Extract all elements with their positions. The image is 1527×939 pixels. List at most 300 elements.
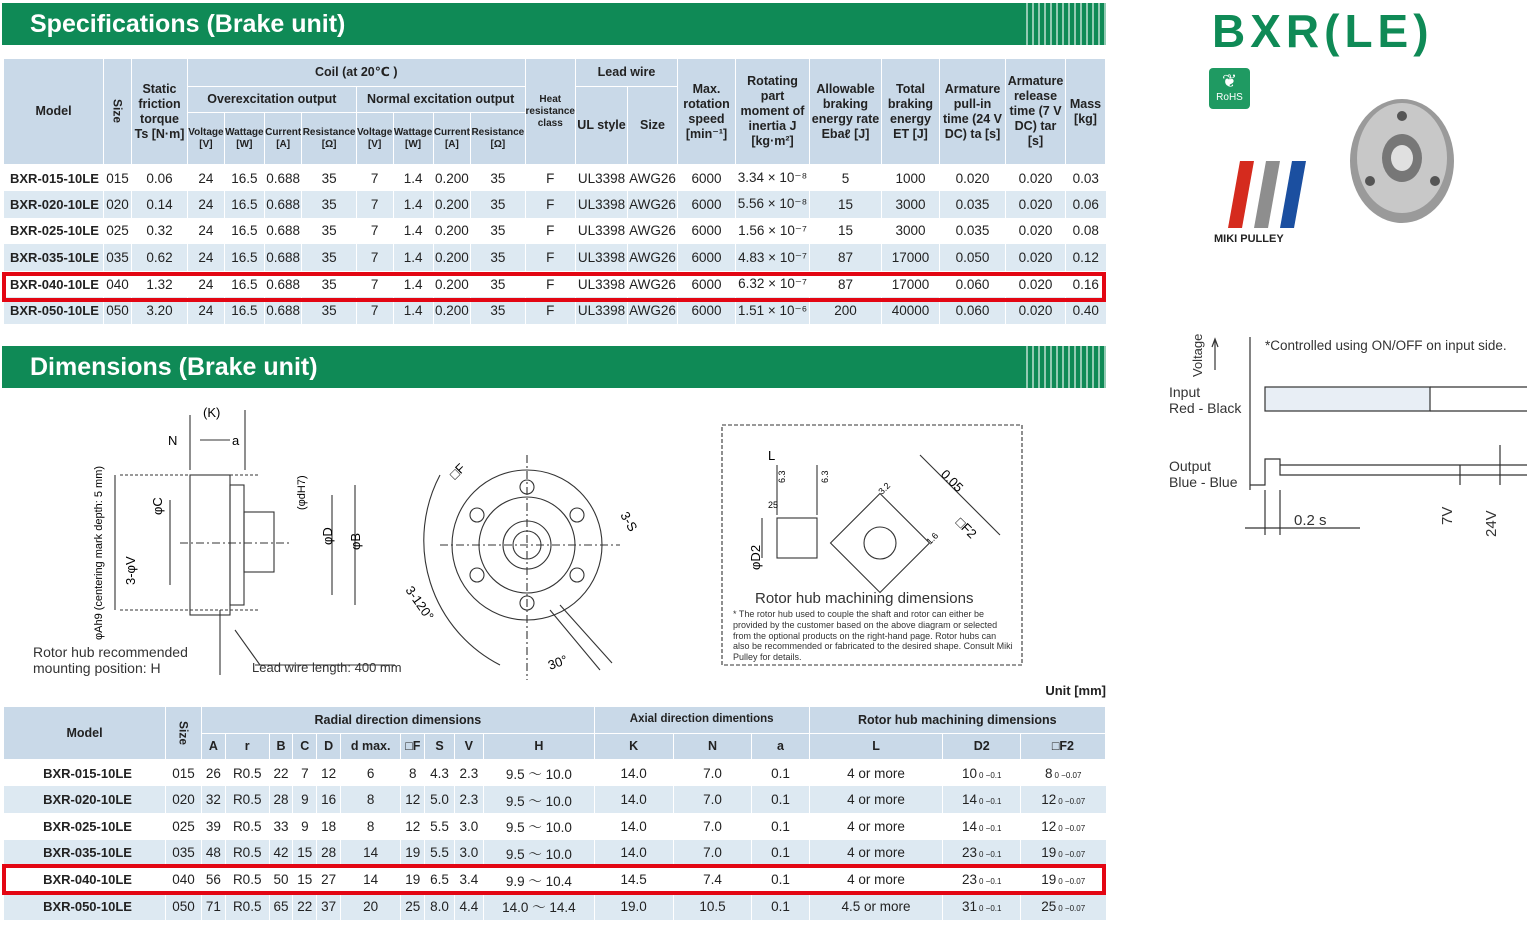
spec-model-cell: BXR-050-10LE (4, 297, 104, 324)
dim-cell: 9 (293, 786, 317, 813)
spec-cell: F (525, 165, 575, 192)
v-low-label: 7V (1439, 506, 1456, 525)
dim-cell: 025 (166, 813, 202, 840)
spec-cell: F (525, 191, 575, 218)
brake-photo (1345, 86, 1460, 226)
label-phic: φC (150, 497, 165, 515)
dim-cell: 020 (166, 786, 202, 813)
label-3-120: 3-120° (402, 583, 437, 624)
tolerance: 0 −0.07 (1058, 877, 1086, 887)
spec-cell: 6000 (678, 165, 736, 192)
spec-cell: AWG26 (628, 191, 678, 218)
dim-col-header: K (594, 734, 673, 760)
spec-cell: 35 (471, 297, 525, 324)
spec-cell: 0.020 (1006, 297, 1066, 324)
spec-h-volt1: Voltage [V] (188, 113, 225, 165)
spec-cell: 1.4 (393, 244, 433, 271)
dim-cell: 0.1 (752, 893, 809, 920)
dim-value: 23 (961, 872, 977, 888)
dim-col-header: S (425, 734, 454, 760)
spec-cell: AWG26 (628, 297, 678, 324)
spec-cell: 35 (471, 218, 525, 245)
dim-value: 14 (961, 792, 977, 808)
spec-cell: 0.060 (940, 271, 1006, 298)
rohs-label: RoHS (1216, 92, 1243, 103)
mount-note-line2: mounting position: H (33, 660, 161, 676)
spec-h-overex: Overexcitation output (188, 87, 357, 113)
dim-cell: 7.0 (673, 760, 752, 787)
spec-cell: 0.14 (132, 191, 188, 218)
dim-col-header: C (293, 734, 317, 760)
spec-cell: 0.020 (1006, 165, 1066, 192)
spec-cell: UL3398 (576, 218, 628, 245)
output-label: Output (1169, 458, 1212, 474)
spec-h-ul: UL style (576, 87, 628, 165)
spec-model-cell: BXR-040-10LE (4, 271, 104, 298)
spec-cell: 1.4 (393, 191, 433, 218)
dim-cell: 37 (317, 893, 341, 920)
label-phib: φB (348, 532, 363, 550)
spec-cell: AWG26 (628, 165, 678, 192)
dim-cell (1020, 813, 1105, 840)
banner-stripes (1026, 346, 1106, 388)
spec-cell: 0.688 (264, 297, 302, 324)
spec-cell: 5 (810, 165, 882, 192)
tolerance: 0 −0.1 (978, 823, 1002, 833)
label-a: a (232, 433, 240, 448)
dim-title: Dimensions (Brake unit) (30, 353, 318, 381)
spec-row (4, 191, 1106, 218)
dim-cell: 15 (293, 840, 317, 867)
spec-cell: 0.200 (433, 297, 471, 324)
dim-row (4, 893, 1106, 920)
spec-h-res2: Resistance [Ω] (471, 113, 525, 165)
dim-cell: 0.1 (752, 840, 809, 867)
label-k: (K) (203, 405, 221, 420)
spec-cell: 35 (471, 191, 525, 218)
spec-cell: 0.12 (1066, 244, 1106, 271)
spec-cell: 6000 (678, 191, 736, 218)
spec-cell: 1.4 (393, 165, 433, 192)
spec-h-curr1: Current [A] (264, 113, 302, 165)
spec-h-pullin: Armature pull-in time (24 V DC) ta [s] (940, 59, 1006, 165)
spec-h-watt1: Wattage [W] (224, 113, 264, 165)
dim-cell: 4 or more (809, 760, 943, 787)
dim-cell: 22 (293, 893, 317, 920)
dim-cell: 4.4 (454, 893, 483, 920)
spec-cell: AWG26 (628, 244, 678, 271)
spec-cell: 35 (302, 244, 356, 271)
dim-cell (943, 813, 1020, 840)
mount-note-line1: Rotor hub recommended (33, 644, 188, 660)
dim-col-header: H (484, 734, 595, 760)
dim-cell: 035 (166, 840, 202, 867)
dim-cell: 0.1 (752, 786, 809, 813)
dim-cell: 56 (202, 866, 226, 893)
dim-col-header: D (317, 734, 341, 760)
tolerance: 0 −0.1 (978, 770, 1002, 780)
dim-value: 19 (1041, 872, 1057, 888)
spec-cell: 035 (104, 244, 132, 271)
spec-cell: F (525, 271, 575, 298)
dim-cell: 33 (269, 813, 293, 840)
miki-logo (1212, 156, 1322, 246)
label-30: 30° (545, 651, 570, 673)
spec-h-normal: Normal excitation output (356, 87, 525, 113)
dim-cell: 14.0 ～ 14.4 (484, 893, 595, 920)
dim-cell: 4 or more (809, 866, 943, 893)
spec-h-watt2: Wattage [W] (393, 113, 433, 165)
banner-stripes (1026, 3, 1106, 45)
spec-cell: 0.050 (940, 244, 1006, 271)
dim-cell: 9.5 ～ 10.0 (484, 786, 595, 813)
dim-cell: 5.5 (425, 840, 454, 867)
dim-cell: 12 (401, 813, 425, 840)
dim-cell: 8 (341, 786, 401, 813)
spec-cell: AWG26 (628, 218, 678, 245)
dim-h-rotor: Rotor hub machining dimensions (809, 707, 1105, 734)
spec-h-coil: Coil (at 20℃ ) (188, 59, 526, 87)
tolerance: 0 −0.07 (1058, 823, 1086, 833)
maker-name: MIKI PULLEY (1214, 233, 1284, 245)
label-phid2: φD2 (748, 544, 763, 570)
rotor-note: * The rotor hub used to couple the shaft and rotor can either be provided by the customer based on the above diagram or selected from the optional products on the right-hand page. Rotor hubs can also be recommended or fabricated to the desired shape. Consult Miki Pulley for details. (733, 609, 1013, 663)
input-pulse (1265, 387, 1430, 411)
tolerance: 0 −0.1 (978, 877, 1002, 887)
dim-cell: 8.0 (425, 893, 454, 920)
tolerance: 0 −0.07 (1058, 850, 1086, 860)
spec-cell: 7 (356, 191, 393, 218)
dim-col-header: L (809, 734, 943, 760)
dim-cell: 7.0 (673, 840, 752, 867)
spec-cell: 6000 (678, 218, 736, 245)
label-f: □F (446, 460, 469, 483)
dim-value: 31 (961, 898, 977, 914)
dim-cell: 015 (166, 760, 202, 787)
spec-cell: 16.5 (224, 244, 264, 271)
dim-cell: R0.5 (225, 893, 269, 920)
spec-cell: 35 (302, 191, 356, 218)
spec-h-volt2: Voltage [V] (356, 113, 393, 165)
spec-cell: 3000 (882, 218, 940, 245)
dim-cell: 7.4 (673, 866, 752, 893)
dim-model-cell: BXR-015-10LE (4, 760, 166, 787)
spec-cell: F (525, 297, 575, 324)
spec-h-maxrot: Max. rotation speed [min⁻¹] (678, 59, 736, 165)
spec-cell: 0.200 (433, 218, 471, 245)
dim-value: 12 (1041, 792, 1057, 808)
dim-value: 10 (961, 765, 977, 781)
tolerance: 0 −0.1 (978, 850, 1002, 860)
dim-cell: 3.0 (454, 840, 483, 867)
spec-cell: 7 (356, 271, 393, 298)
spec-cell: 0.08 (1066, 218, 1106, 245)
dim-col-header: d max. (341, 734, 401, 760)
dim-h-model: Model (4, 707, 166, 760)
logo-red-bar (1228, 161, 1254, 228)
dim-cell: 28 (317, 840, 341, 867)
dim-cell: 15 (293, 866, 317, 893)
spec-cell: UL3398 (576, 244, 628, 271)
brake-body-side (190, 475, 230, 615)
label-phidh: (φdH7) (296, 475, 308, 510)
dim-cell: 2.3 (454, 786, 483, 813)
spec-title: Specifications (Brake unit) (30, 10, 346, 38)
dim-cell: 42 (269, 840, 293, 867)
dim-cell: 0.1 (752, 866, 809, 893)
dim-cell (1020, 786, 1105, 813)
spec-cell: 3000 (882, 191, 940, 218)
dim-cell: 8 (401, 760, 425, 787)
spec-h-lsize: Size (628, 87, 678, 165)
tolerance: 0 −0.07 (1054, 770, 1082, 780)
spec-cell: 1000 (882, 165, 940, 192)
rotor-title: Rotor hub machining dimensions (755, 590, 974, 607)
spec-cell: 17000 (882, 244, 940, 271)
dim-cell: 4 or more (809, 786, 943, 813)
spec-cell: 24 (188, 191, 225, 218)
dim-cell: 27 (317, 866, 341, 893)
spec-banner (2, 3, 1106, 45)
spec-cell: 020 (104, 191, 132, 218)
dim-cell: 19 (401, 840, 425, 867)
spec-cell: 0.688 (264, 191, 302, 218)
spec-h-lead: Lead wire (576, 59, 678, 87)
spec-cell: F (525, 244, 575, 271)
output-wires: Blue - Blue (1169, 474, 1238, 490)
spec-row (4, 218, 1106, 245)
mount-note (33, 644, 188, 676)
spec-cell: UL3398 (576, 297, 628, 324)
label-n: N (168, 433, 178, 448)
spec-cell: UL3398 (576, 165, 628, 192)
dim-row (4, 840, 1106, 867)
dim-cell: 28 (269, 786, 293, 813)
dim-cell: 14.0 (594, 760, 673, 787)
spec-model-cell: BXR-015-10LE (4, 165, 104, 192)
spec-h-model: Model (4, 59, 104, 165)
dim-cell (1020, 760, 1105, 787)
spec-cell: 200 (810, 297, 882, 324)
dim-cell: 20 (341, 893, 401, 920)
spec-cell: 24 (188, 165, 225, 192)
spec-cell: 35 (471, 165, 525, 192)
dim-cell: 25 (401, 893, 425, 920)
dim-cell: 5.0 (425, 786, 454, 813)
spec-h-torque: Static friction torque Ts [N·m] (132, 59, 188, 165)
spec-cell: 4.83 × 10⁻⁷ (736, 244, 810, 271)
spec-cell: 1.4 (393, 297, 433, 324)
dim-cell: 71 (202, 893, 226, 920)
dim-body (4, 760, 1106, 920)
spec-cell: 7 (356, 218, 393, 245)
dim-cell: 0.1 (752, 813, 809, 840)
spec-cell: 0.06 (1066, 191, 1106, 218)
dim-cell: 22 (269, 760, 293, 787)
dim-cell: 3.0 (454, 813, 483, 840)
spec-cell: 35 (471, 271, 525, 298)
spec-cell: 025 (104, 218, 132, 245)
spec-cell: 0.035 (940, 191, 1006, 218)
dim-cell: 39 (202, 813, 226, 840)
center-note: φAh9 (centering mark depth: 5 mm) (93, 465, 105, 640)
dim-cell (1020, 840, 1105, 867)
dim-col-header: □F2 (1020, 734, 1105, 760)
dim-cell: 14.0 (594, 786, 673, 813)
spec-cell: 0.200 (433, 244, 471, 271)
dim-cell: 6.5 (425, 866, 454, 893)
spec-cell: UL3398 (576, 271, 628, 298)
dim-cell: R0.5 (225, 840, 269, 867)
spec-h-curr2: Current [A] (433, 113, 471, 165)
spec-cell: 0.020 (1006, 271, 1066, 298)
dim-cell: R0.5 (225, 866, 269, 893)
spec-h-mass: Mass [kg] (1066, 59, 1106, 165)
spec-cell: 0.020 (1006, 218, 1066, 245)
dim-cell: 48 (202, 840, 226, 867)
dim-model-cell: BXR-035-10LE (4, 840, 166, 867)
spec-cell: 0.16 (1066, 271, 1106, 298)
logo-blue-bar (1280, 161, 1306, 228)
dim-cell: 4 or more (809, 813, 943, 840)
spec-cell: 040 (104, 271, 132, 298)
dim-cell: R0.5 (225, 813, 269, 840)
dim-row (4, 760, 1106, 787)
spec-cell: 35 (471, 244, 525, 271)
spec-h-heat: Heat resistance class (525, 59, 575, 165)
logo-gray-bar (1254, 161, 1280, 228)
dim-value: 19 (1041, 845, 1057, 861)
spec-cell: 16.5 (224, 271, 264, 298)
dim-highlight (2, 864, 1106, 895)
spec-cell: 0.020 (1006, 191, 1066, 218)
tolerance: 0 −0.1 (978, 797, 1002, 807)
dim-col-header: V (454, 734, 483, 760)
spec-cell: 35 (302, 218, 356, 245)
rohs-badge (1209, 68, 1250, 109)
spec-cell: 0.62 (132, 244, 188, 271)
spec-cell: 0.060 (940, 297, 1006, 324)
dim-cell: 3.4 (454, 866, 483, 893)
dim-value: 25 (1041, 898, 1057, 914)
spec-cell: 0.200 (433, 191, 471, 218)
dim-cell: 8 (341, 813, 401, 840)
lead-note: Lead wire length: 400 mm (252, 660, 402, 675)
dim-cell: 7 (293, 760, 317, 787)
spec-cell: 24 (188, 297, 225, 324)
spec-cell: 24 (188, 218, 225, 245)
dim-cell: 14.0 (594, 813, 673, 840)
spec-row (4, 244, 1106, 271)
dim-h-size: Size (166, 707, 202, 760)
dim-cell: 9.5 ～ 10.0 (484, 840, 595, 867)
dim-cell: 26 (202, 760, 226, 787)
dim-value: 12 (1041, 818, 1057, 834)
spec-h-total: Total braking energy ET [J] (882, 59, 940, 165)
spec-cell: 16.5 (224, 191, 264, 218)
spec-cell: 5.56 × 10⁻⁸ (736, 191, 810, 218)
dim-model-cell: BXR-050-10LE (4, 893, 166, 920)
input-wires: Red - Black (1169, 400, 1242, 416)
dim-col-header: r (225, 734, 269, 760)
spec-cell: 0.200 (433, 271, 471, 298)
dim-cell (1020, 893, 1105, 920)
spec-cell: 1.56 × 10⁻⁷ (736, 218, 810, 245)
dim-cell: 7.0 (673, 813, 752, 840)
spec-cell: 1.51 × 10⁻⁶ (736, 297, 810, 324)
spec-cell: 24 (188, 244, 225, 271)
label-phid: φD (320, 527, 335, 545)
dim-cell: 19.0 (594, 893, 673, 920)
label-25: 25 (768, 500, 779, 510)
spec-cell: 15 (810, 218, 882, 245)
voltage-label: Voltage (1190, 333, 1205, 377)
input-label: Input (1169, 384, 1201, 400)
spec-cell: 6000 (678, 271, 736, 298)
label-0-05: 0.05 (937, 466, 967, 496)
dim-cell: 14 (341, 866, 401, 893)
spec-cell: 35 (302, 297, 356, 324)
dim-col-header: N (673, 734, 752, 760)
dim-cell: 9.9 ～ 10.4 (484, 866, 595, 893)
spec-cell: 7 (356, 244, 393, 271)
spec-cell: 6.32 × 10⁻⁷ (736, 271, 810, 298)
dim-cell: 7.0 (673, 786, 752, 813)
spec-cell: F (525, 218, 575, 245)
v-high-label: 24V (1483, 510, 1500, 537)
spec-cell: 0.40 (1066, 297, 1106, 324)
dim-row (4, 786, 1106, 813)
dim-cell: 9.5 ～ 10.0 (484, 760, 595, 787)
timing-chart (1160, 325, 1527, 550)
dim-cell: 4.5 or more (809, 893, 943, 920)
dim-cell: 14 (341, 840, 401, 867)
label-l: L (768, 448, 776, 463)
tolerance: 0 −0.1 (978, 903, 1002, 913)
dim-h-axial: Axial direction dimentions (594, 707, 809, 734)
spec-cell: 0.020 (1006, 244, 1066, 271)
spec-cell: 15 (810, 191, 882, 218)
dim-cell: 14.0 (594, 840, 673, 867)
spec-cell: 0.688 (264, 165, 302, 192)
spec-cell: 0.200 (433, 165, 471, 192)
spec-row (4, 165, 1106, 192)
spec-cell: 0.688 (264, 218, 302, 245)
spec-cell: AWG26 (628, 271, 678, 298)
spec-h-size: Size (104, 59, 132, 165)
spec-cell: 35 (302, 165, 356, 192)
dim-cell (943, 893, 1020, 920)
dim-cell: 4.3 (425, 760, 454, 787)
dim-col-header: A (202, 734, 226, 760)
spec-cell: 0.688 (264, 271, 302, 298)
spec-cell: 0.688 (264, 244, 302, 271)
spec-h-release: Armature release time (7 V DC) tar [s] (1006, 59, 1066, 165)
spec-cell: 3.34 × 10⁻⁸ (736, 165, 810, 192)
brand-title: BXR(LE) (1212, 5, 1434, 57)
dim-cell (943, 760, 1020, 787)
unit-label: Unit [mm] (1045, 683, 1106, 698)
dim-banner (2, 346, 1106, 388)
dim-cell: 18 (317, 813, 341, 840)
dim-cell: 65 (269, 893, 293, 920)
dim-model-cell: BXR-020-10LE (4, 786, 166, 813)
dim-cell: 4 or more (809, 840, 943, 867)
label-6-3a: 6.3 (777, 470, 787, 483)
dim-cell: 12 (317, 760, 341, 787)
spec-cell: 87 (810, 244, 882, 271)
dim-cell: 14.5 (594, 866, 673, 893)
